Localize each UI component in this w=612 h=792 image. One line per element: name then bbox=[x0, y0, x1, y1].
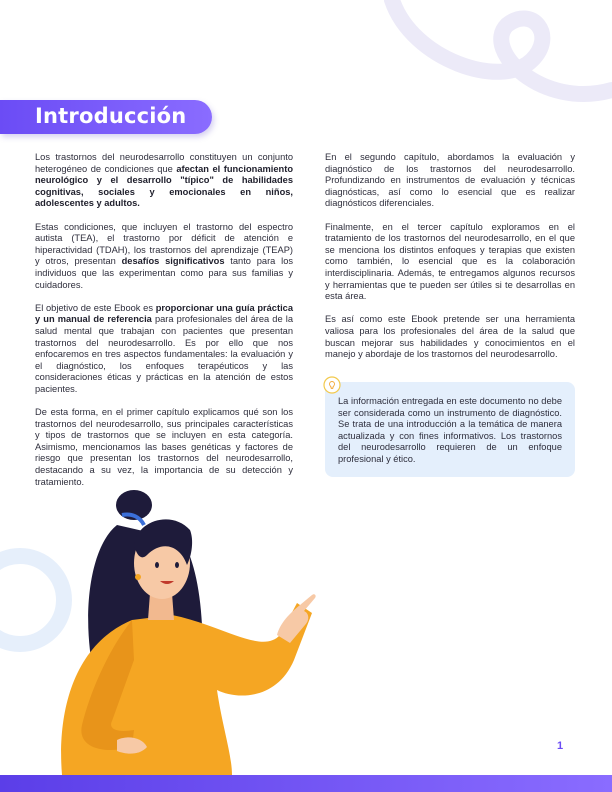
text: tanto para los individuos que las experimentan como para sus familias y cuidadores. bbox=[35, 256, 294, 290]
paragraph bbox=[35, 303, 293, 396]
paragraph: Es así como este Ebook pretende ser una herramienta valiosa para los profesionales del área de la salud que buscan mejorar sus habilidades y conocimientos en el manejo y abordaje de los trastornos del neurodesarrollo. bbox=[325, 314, 575, 360]
title-banner bbox=[0, 100, 212, 134]
footer-bar bbox=[0, 775, 612, 792]
disclaimer-note bbox=[325, 382, 575, 477]
paragraph: Finalmente, en el tercer capítulo exploramos en el tratamiento de los trastornos del neurodesarrollo, en el que se menciona los distintos enfoques y terapias que existen como también, lo esencial que es la colaboración interdisciplinaria. Además, te entregamos algunos recursos y herramientas que te pueden ser útiles si te desarrollas en esta área. bbox=[325, 221, 575, 302]
decorative-swirl bbox=[382, 0, 612, 130]
text: para profesionales del área de la salud mental que trabajan con pacientes que presentan trastornos del neurodesarrollo. Es por ello que nos enfocaremos en tres aspectos fundamentales: la evaluación y el diagnóstico, los enfoques terapéuticos y las consideraciones éticas y prácticas en la atención de estos pacientes. bbox=[35, 314, 293, 394]
bold-text: desafíos significativos bbox=[121, 256, 225, 267]
left-column bbox=[35, 152, 293, 500]
text: Estas condiciones, que incluyen el trastorno del espectro autista (TEA), el trastorno por déficit de atención e hiperactividad (TDAH), los trastornos del aprendizaje (TEAP) y otros, presentan bbox=[35, 221, 293, 267]
paragraph bbox=[35, 222, 293, 292]
bold-text: proporcionar una guía práctica y un manual de referencia bbox=[35, 302, 293, 325]
lightbulb-icon bbox=[323, 376, 341, 398]
right-column bbox=[325, 152, 575, 372]
page-title: Introducción bbox=[35, 104, 187, 128]
note-text: La información entregada en este documento no debe ser considerada como un instrumento de diagnóstico. Se trata de una introducción a la temática de manera actualizada y con fines informativos. Los trastornos del neurodesarrollo requieren de un enfoque profesional y ético. bbox=[338, 396, 562, 464]
paragraph: De esta forma, en el primer capítulo explicamos qué son los trastornos del neurodesarrollo, sus principales características y tipos de trastornos que se incluyen en esta categoría. Asimismo, mencionamos las bases genéticas y factores de riesgo que presentan los trastornos del neurodesarrollo, destacando a su vez, la importancia de su detección y tratamiento. bbox=[35, 407, 293, 487]
page-number: 1 bbox=[557, 740, 564, 752]
woman-pointing-illustration bbox=[22, 485, 322, 775]
text: Los trastornos del neurodesarrollo constituyen un conjunto heterogéneo de condiciones que bbox=[35, 152, 293, 174]
paragraph: En el segundo capítulo, abordamos la evaluación y diagnóstico de los trastornos del neurodesarrollo. Profundizando en instrumentos de evaluación y técnicas diagnósticas, así como lo esencial que es realizar diagnósticos diferenciales. bbox=[325, 152, 575, 209]
paragraph bbox=[35, 152, 293, 210]
bold-text: afectan el funcionamiento neurológico y el desarrollo "típico" de habilidades cognitivas, sociales y emocionales en niños, adolescentes y adultos. bbox=[35, 163, 293, 209]
text: El objetivo de este Ebook es bbox=[35, 302, 156, 313]
